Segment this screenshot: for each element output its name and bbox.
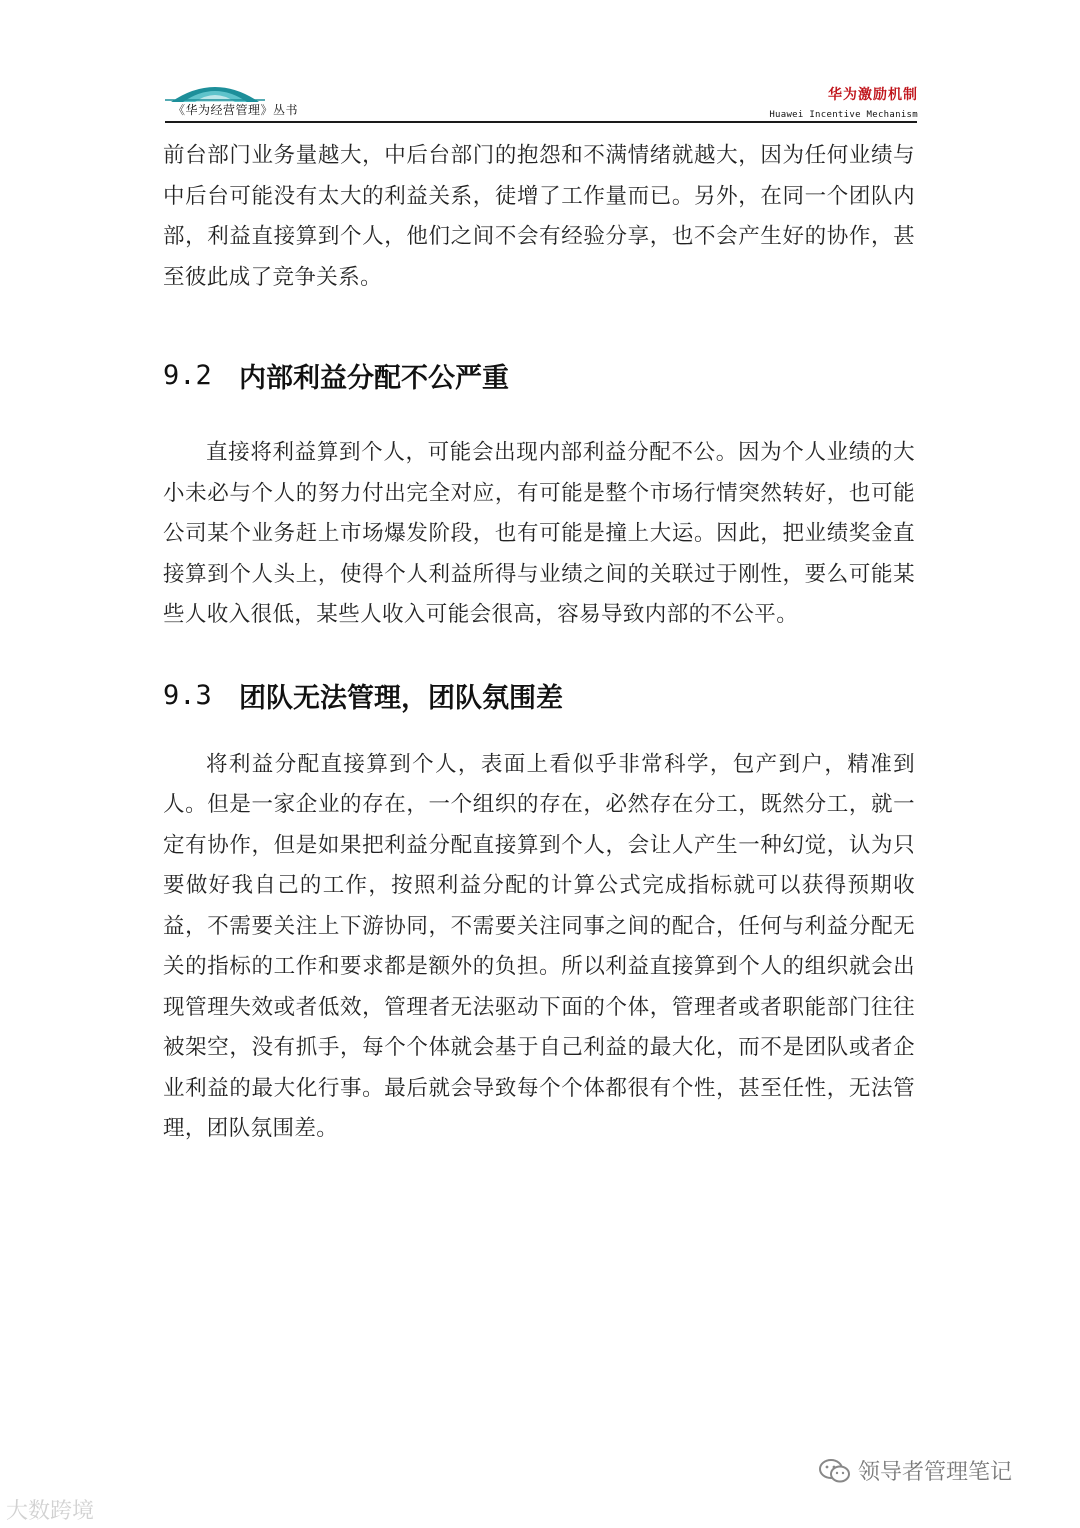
page-body	[163, 136, 915, 1150]
wechat-icon	[818, 1457, 852, 1485]
section-heading-9-2	[163, 356, 915, 395]
section-number: 9.2	[163, 360, 212, 391]
section-title: 团队无法管理，团队氛围差	[239, 682, 563, 714]
section-heading-9-3	[163, 676, 915, 715]
header-divider	[165, 121, 917, 123]
watermark-right-text: 领导者管理笔记	[858, 1460, 1013, 1485]
book-title: 华为激励机制	[828, 87, 918, 103]
intro-paragraph: 前台部门业务量越大，中后台部门的抱怨和不满情绪就越大，因为任何业绩与中后台可能没有太大的利益关系，徒增了工作量而已。另外，在同一个团队内部，利益直接算到个人，他们之间不会有经验分享，也不会产生好的协作，甚至彼此成了竞争关系。	[163, 143, 915, 290]
header-right	[769, 84, 918, 120]
section-paragraph-9-2: 直接将利益算到个人，可能会出现内部利益分配不公。因为个人业绩的大小未必与个人的努力付出完全对应，有可能是整个市场行情突然转好，也可能公司某个业务赶上市场爆发阶段，也有可能是撞上大运。因此，把业绩奖金直接算到个人头上，使得个人利益所得与业绩之间的关联过于刚性，要么可能某些人收入很低，某些人收入可能会很高，容易导致内部的不公平。	[163, 440, 915, 627]
watermark-left-text: 大数跨境	[6, 1499, 95, 1524]
book-subtitle: Huawei Incentive Mechanism	[769, 110, 918, 120]
section-title: 内部利益分配不公严重	[239, 363, 509, 394]
section-number: 9.3	[163, 679, 212, 711]
mountain-logo-icon	[165, 76, 265, 102]
series-title: 《华为经营管理》丛书	[173, 103, 299, 117]
watermark-left	[6, 1494, 94, 1525]
watermark-right	[818, 1455, 1012, 1486]
section-paragraph-9-3: 将利益分配直接算到个人，表面上看似乎非常科学，包产到户，精准到人。但是一家企业的存在，一个组织的存在，必然存在分工，既然分工，就一定有协作，但是如果把利益分配直接算到个人，会让人产生一种幻觉，认为只要做好我自己的工作，按照利益分配的计算公式完成指标就可以获得预期收益，不需要关注上下游协同，不需要关注同事之间的配合，任何与利益分配无关的指标的工作和要求都是额外的负担。所以利益直接算到个人的组织就会出现管理失效或者低效，管理者无法驱动下面的个体，管理者或者职能部门往往被架空，没有抓手，每个个体就会基于自己利益的最大化，而不是团队或者企业利益的最大化行事。最后就会导致每个个体都很有个性，甚至任性，无法管理，团队氛围差。	[163, 751, 915, 1141]
